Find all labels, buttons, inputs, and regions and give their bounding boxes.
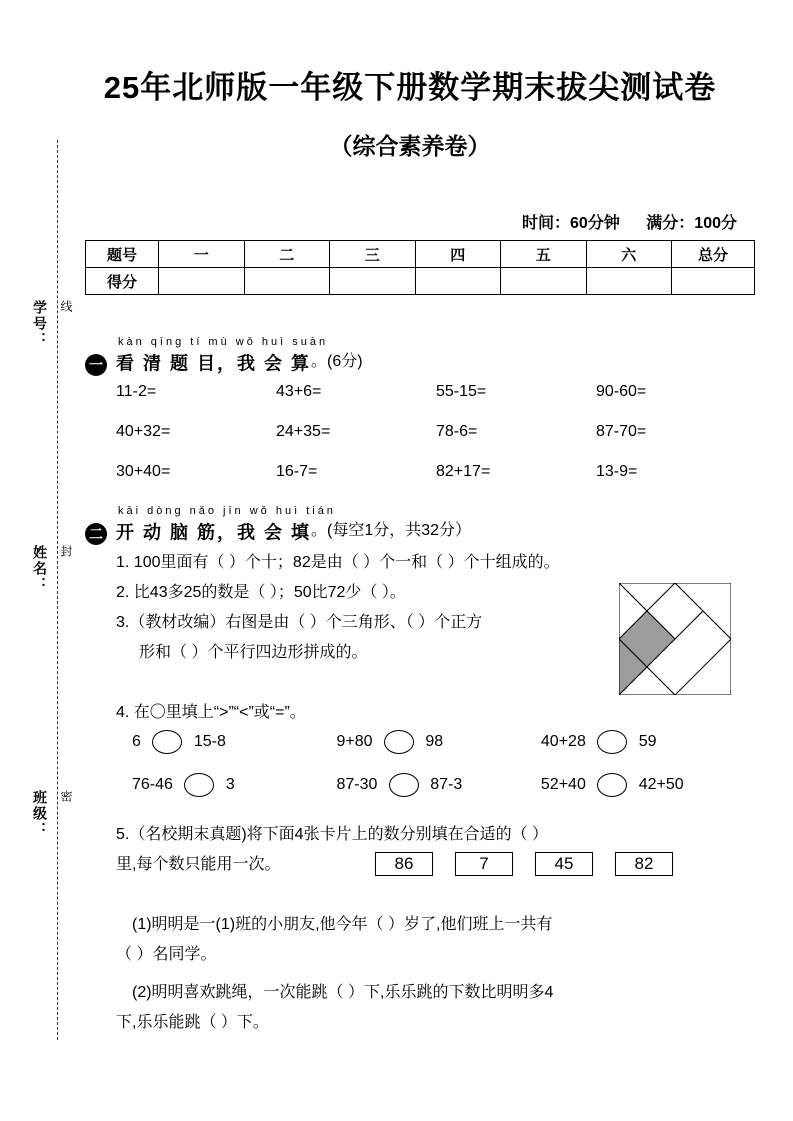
compare-circle[interactable] [597, 773, 627, 797]
calc-row [116, 423, 756, 441]
compare-row-1 [132, 730, 741, 754]
compare-left: 9+80 [336, 733, 373, 751]
compare-item [132, 773, 332, 797]
score-value-cell[interactable] [415, 268, 501, 295]
question-5-line1: 5.（名校期末真题)将下面4张卡片上的数分别填在合适的（ ） [116, 826, 549, 843]
question-4: 4. 在〇里填上“>”“<”或“=”。 [116, 704, 306, 721]
score-header-cell: 题号 [86, 241, 159, 268]
compare-right: 87-3 [430, 776, 463, 794]
compare-circle[interactable] [152, 730, 182, 754]
tangram-svg [619, 583, 731, 695]
compare-item [132, 730, 332, 754]
score-value-cell[interactable] [672, 268, 755, 295]
calc-item[interactable]: 30+40= [116, 463, 171, 480]
calc-item[interactable]: 16-7= [276, 463, 318, 480]
section-one-tail: 。(6分) [311, 353, 363, 370]
compare-left: 52+40 [540, 776, 586, 794]
compare-item [541, 730, 741, 754]
compare-circle[interactable] [184, 773, 214, 797]
compare-right: 59 [638, 733, 657, 751]
score-header-cell: 三 [330, 241, 416, 268]
compare-circle[interactable] [597, 730, 627, 754]
label-seal-feng: 封 [59, 545, 73, 559]
compare-right: 42+50 [638, 776, 684, 794]
left-margin-strip [0, 0, 90, 1121]
tangram-figure [619, 583, 731, 700]
number-card[interactable]: 45 [535, 852, 593, 876]
compare-left: 76-46 [132, 776, 173, 794]
table-row [86, 268, 755, 295]
compare-row-2 [132, 773, 741, 797]
calc-item[interactable]: 90-60= [596, 383, 647, 400]
table-row [86, 241, 755, 268]
compare-right: 3 [225, 776, 235, 794]
number-card[interactable]: 82 [615, 852, 673, 876]
section-one-heading: 看 清 题 目，我 会 算 [116, 353, 312, 374]
exam-full-score: 满分：100分 [646, 215, 737, 232]
calc-item[interactable]: 13-9= [596, 463, 638, 480]
score-table [85, 240, 755, 295]
question-5-sub1-line1: (1)明明是一(1)班的小朋友,他今年（ ）岁了,他们班上一共有 [132, 916, 553, 933]
question-5-sub2-line1: (2)明明喜欢跳绳，一次能跳（ ）下,乐乐跳的下数比明明多4 [132, 984, 554, 1001]
calc-item[interactable]: 24+35= [276, 423, 331, 440]
question-3-line1: 3.（教材改编）右图是由（ ）个三角形、（ ）个正方 [116, 614, 483, 631]
score-value-cell[interactable] [501, 268, 587, 295]
number-card[interactable]: 86 [375, 852, 433, 876]
compare-left: 40+28 [540, 733, 586, 751]
section-number-badge: 二 [85, 523, 107, 545]
calc-item[interactable]: 40+32= [116, 423, 171, 440]
score-header-cell: 总分 [672, 241, 755, 268]
compare-item [336, 773, 536, 797]
question-5-line2: 里,每个数只能用一次。 [116, 856, 281, 873]
calculation-grid [116, 383, 756, 503]
question-1: 1. 100里面有（ ）个十；82是由（ ）个一和（ ）个十组成的。 [116, 554, 560, 571]
calc-item[interactable]: 82+17= [436, 463, 491, 480]
compare-item [336, 730, 536, 754]
section-two-pinyin: kāi dòng nǎo jīn wǒ huì tián [118, 505, 336, 517]
compare-left: 6 [132, 733, 141, 751]
number-cards [375, 852, 691, 876]
question-3-line2: 形和（ ）个平行四边形拼成的。 [139, 644, 368, 661]
label-student-id: 学号： [32, 300, 48, 348]
calc-row [116, 383, 756, 401]
exam-meta [500, 210, 737, 233]
compare-right: 15-8 [193, 733, 226, 751]
page-title: 25年北师版一年级下册数学期末拔尖测试卷 [103, 70, 717, 105]
calc-item[interactable]: 11-2= [116, 383, 157, 400]
compare-item [541, 773, 741, 797]
label-class: 班级： [32, 790, 48, 838]
calc-item[interactable]: 43+6= [276, 383, 322, 400]
score-header-cell: 六 [586, 241, 672, 268]
exam-time: 时间：60分钟 [522, 215, 620, 232]
score-value-cell[interactable] [330, 268, 416, 295]
compare-circle[interactable] [389, 773, 419, 797]
score-header-cell: 一 [159, 241, 245, 268]
section-two-heading: 开 动 脑 筋，我 会 填 [116, 522, 312, 543]
label-student-name: 姓名： [32, 545, 48, 593]
calc-item[interactable]: 87-70= [596, 423, 647, 440]
label-seal-mi: 密 [59, 790, 73, 804]
score-header-cell: 四 [415, 241, 501, 268]
score-value-cell[interactable] [586, 268, 672, 295]
question-2: 2. 比43多25的数是（ ）；50比72少（ ）。 [116, 584, 406, 601]
fold-dashed-line [57, 140, 58, 1040]
section-one-pinyin: kàn qīng tí mù wǒ huì suàn [118, 336, 329, 348]
score-header-cell: 二 [244, 241, 330, 268]
calc-row [116, 463, 756, 481]
calc-item[interactable]: 55-15= [436, 383, 487, 400]
compare-circle[interactable] [384, 730, 414, 754]
label-seal-xian: 线 [59, 300, 73, 314]
compare-right: 98 [425, 733, 444, 751]
score-header-cell: 五 [501, 241, 587, 268]
score-value-cell[interactable] [244, 268, 330, 295]
score-value-cell[interactable] [159, 268, 245, 295]
section-number-badge: 一 [85, 354, 107, 376]
compare-left: 87-30 [336, 776, 378, 794]
page-subtitle: （综合素养卷） [329, 133, 491, 159]
question-5-sub2-line2: 下,乐乐能跳（ ）下。 [116, 1014, 269, 1031]
score-value-label: 得分 [86, 268, 159, 295]
number-card[interactable]: 7 [455, 852, 513, 876]
calc-item[interactable]: 78-6= [436, 423, 478, 440]
section-two-tail: 。(每空1分，共32分） [311, 522, 472, 539]
question-5-sub1-line2: （ ）名同学。 [116, 946, 217, 963]
